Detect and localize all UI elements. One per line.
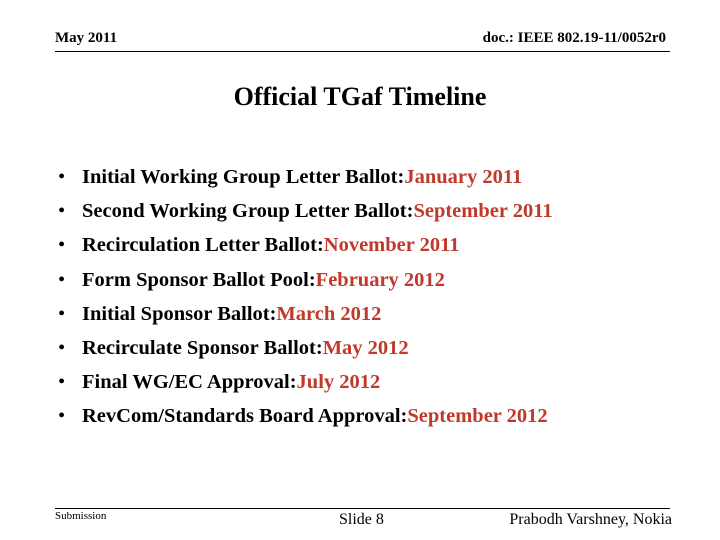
timeline-item-date: September 2012 — [407, 405, 548, 428]
bullet-icon: • — [58, 234, 66, 257]
footer-slide-number: Slide 8 — [339, 511, 384, 528]
timeline-item-date: November 2011 — [323, 234, 460, 257]
timeline-item-label: Initial Working Group Letter Ballot: — [82, 166, 405, 188]
bullet-icon: • — [58, 200, 66, 223]
timeline-item-date: January 2011 — [404, 166, 523, 188]
timeline-item — [58, 405, 553, 439]
timeline-item-label: RevCom/Standards Board Approval: — [82, 405, 408, 428]
slide-title: Official TGaf Timeline — [233, 82, 487, 111]
timeline-item — [58, 166, 553, 200]
timeline-item-label: Second Working Group Letter Ballot: — [82, 200, 414, 223]
timeline-item-date: September 2011 — [413, 200, 553, 223]
timeline-item-label: Final WG/EC Approval: — [82, 371, 297, 394]
timeline-item-date: May 2012 — [322, 336, 409, 359]
timeline-list — [58, 166, 553, 440]
footer-author: Prabodh Varshney, Nokia — [509, 511, 672, 528]
timeline-item-date: July 2012 — [296, 371, 381, 394]
footer-divider — [55, 508, 670, 509]
bullet-icon: • — [58, 166, 66, 188]
timeline-item-label: Recirculate Sponsor Ballot: — [82, 336, 323, 359]
footer-submission: Submission — [55, 510, 107, 522]
bullet-icon: • — [58, 336, 66, 359]
header-divider — [55, 51, 670, 52]
timeline-item-label: Recirculation Letter Ballot: — [82, 234, 324, 257]
timeline-item — [58, 200, 553, 234]
timeline-item — [58, 371, 553, 405]
bullet-icon: • — [58, 302, 66, 325]
timeline-item-label: Initial Sponsor Ballot: — [82, 302, 277, 325]
bullet-icon: • — [58, 268, 66, 291]
timeline-item-date: February 2012 — [315, 268, 445, 291]
bullet-icon: • — [58, 405, 66, 428]
timeline-item — [58, 303, 553, 337]
timeline-item — [58, 269, 553, 303]
timeline-item — [58, 234, 553, 268]
header-date: May 2011 — [55, 30, 118, 46]
bullet-icon: • — [58, 371, 66, 394]
timeline-item — [58, 337, 553, 371]
timeline-item-date: March 2012 — [276, 302, 382, 325]
header-document-id: doc.: IEEE 802.19-11/0052r0 — [482, 30, 666, 46]
timeline-item-label: Form Sponsor Ballot Pool: — [82, 268, 316, 291]
